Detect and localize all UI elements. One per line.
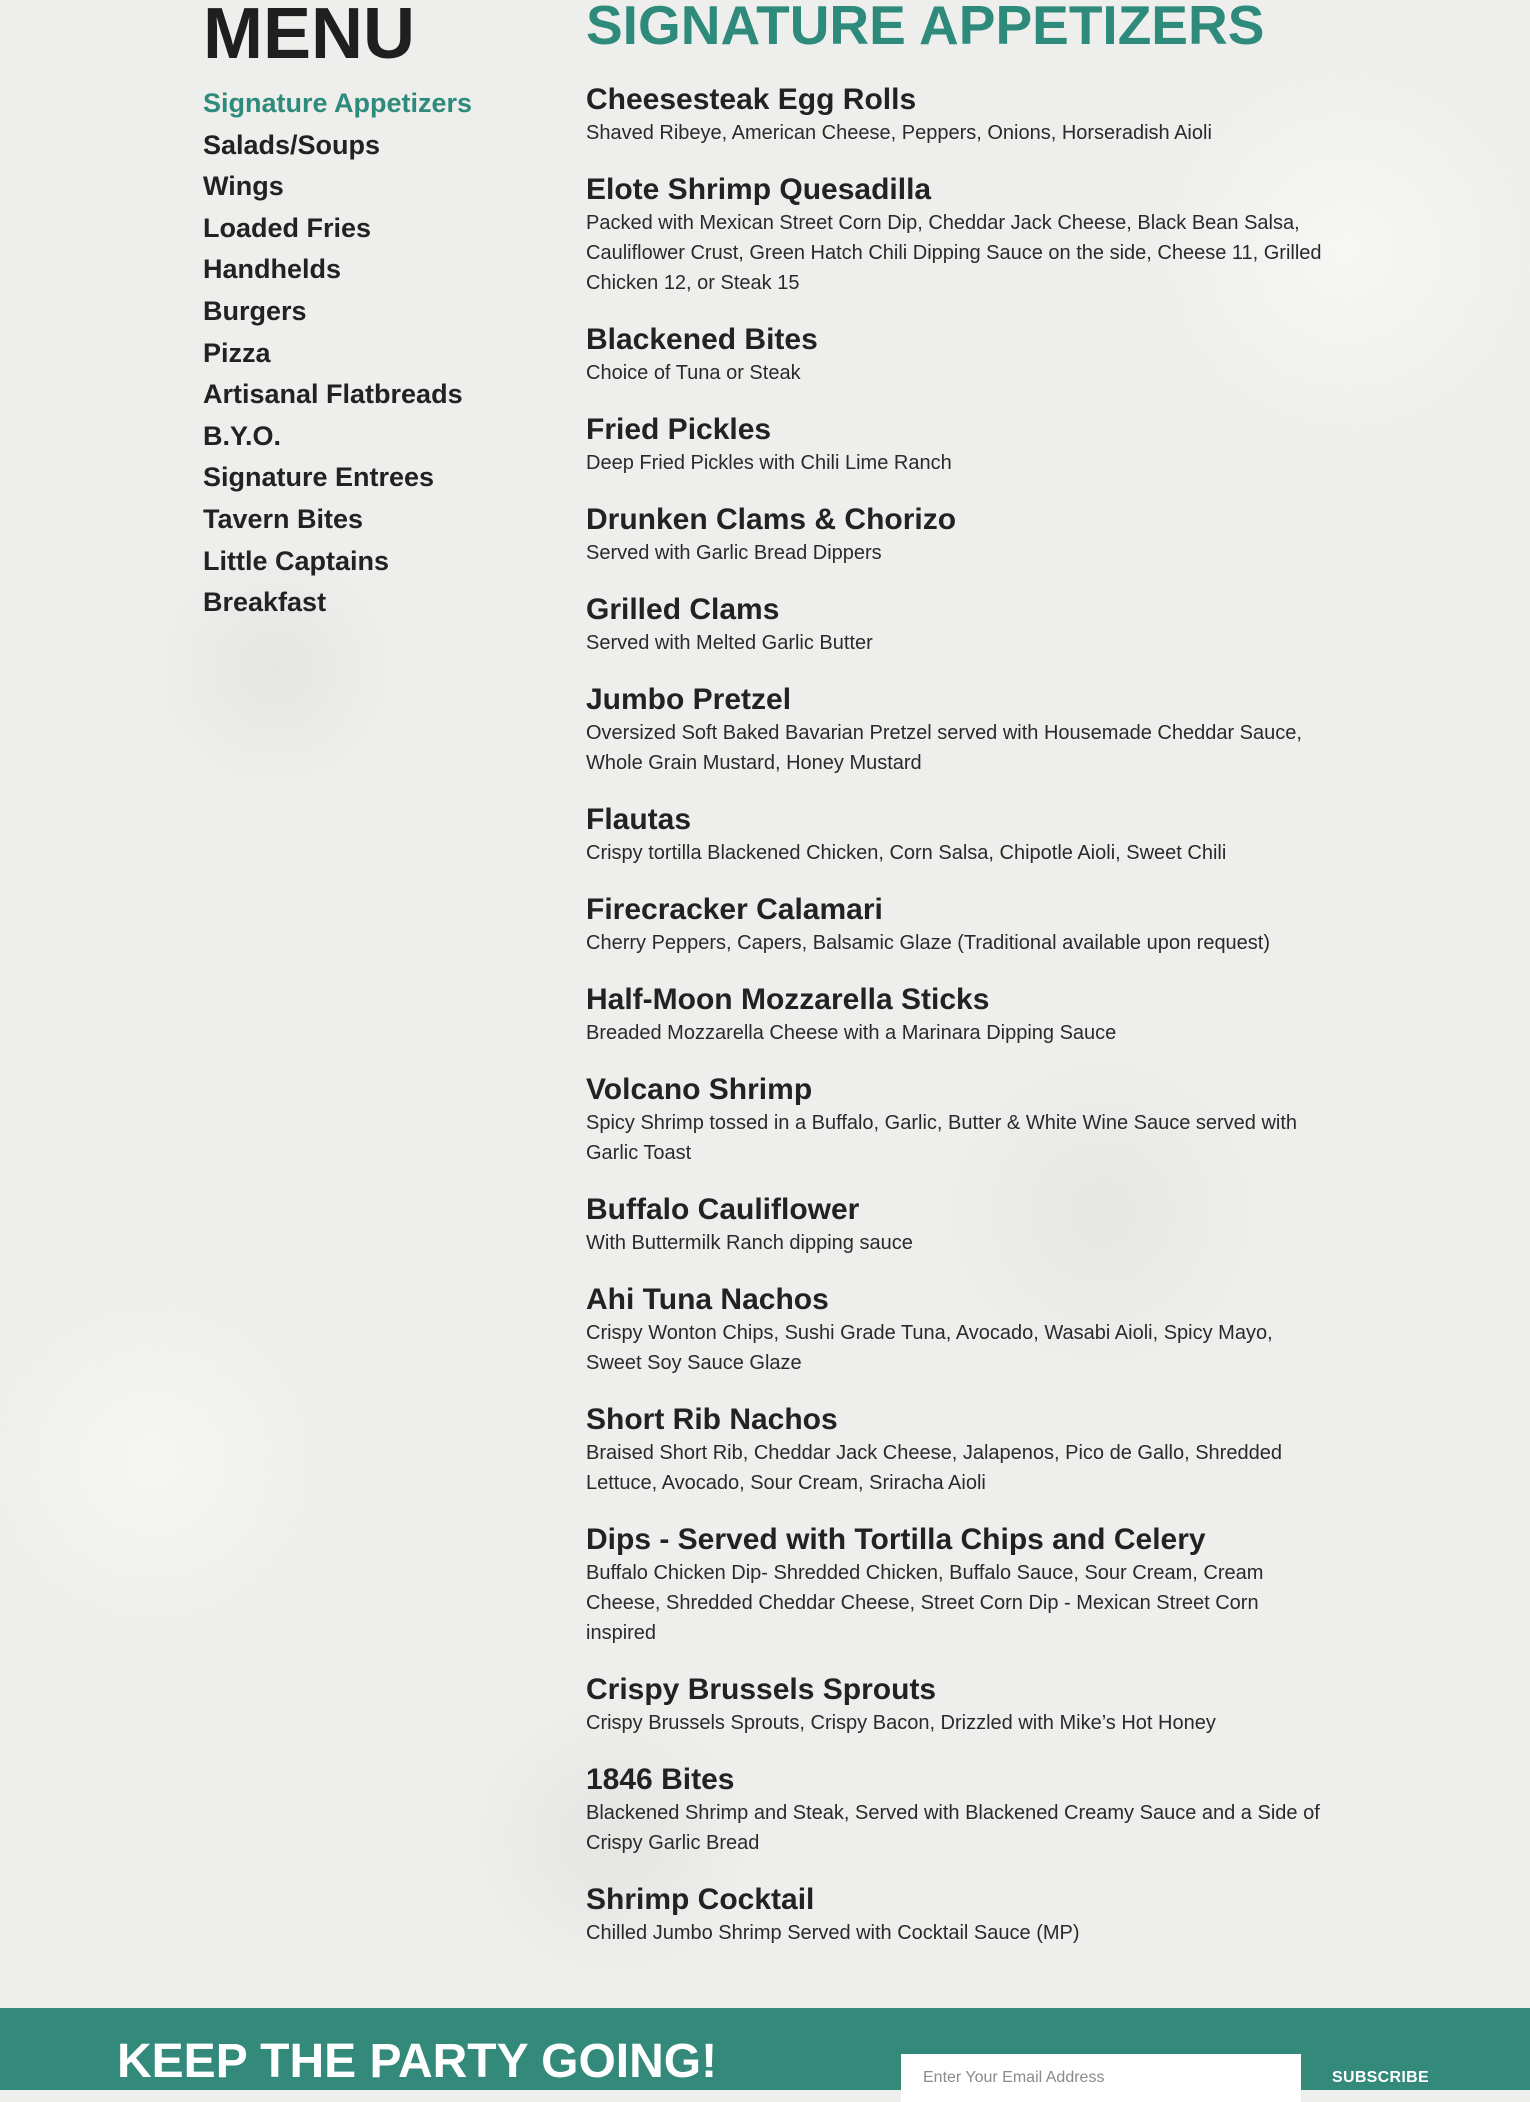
nav-item-artisanal-flatbreads[interactable]: Artisanal Flatbreads	[203, 379, 463, 410]
menu-item-description: Choice of Tuna or Steak	[586, 362, 801, 384]
menu-item-description: Served with Melted Garlic Butter	[586, 632, 873, 654]
menu-item-name: Half-Moon Mozzarella Sticks	[586, 983, 990, 1016]
menu-item-name: Buffalo Cauliflower	[586, 1193, 860, 1226]
nav-item-burgers[interactable]: Burgers	[203, 295, 307, 326]
nav-item-tavern-bites[interactable]: Tavern Bites	[203, 503, 364, 534]
menu-item-description: Served with Garlic Bread Dippers	[586, 542, 882, 564]
menu-item	[586, 1880, 1326, 1948]
menu-item-name: Blackened Bites	[586, 323, 818, 356]
menu-item	[586, 1760, 1326, 1858]
menu-item	[586, 680, 1326, 778]
menu-item	[586, 500, 1326, 568]
menu-item-description: Deep Fried Pickles with Chili Lime Ranch	[586, 452, 952, 474]
menu-item-description: Breaded Mozzarella Cheese with a Marinara Dipping Sauce	[586, 1022, 1117, 1044]
section-title: SIGNATURE APPETIZERS	[586, 0, 1265, 56]
menu-item	[586, 590, 1326, 658]
nav-item-signature-entrees[interactable]: Signature Entrees	[203, 462, 435, 493]
menu-item-name: Shrimp Cocktail	[586, 1883, 815, 1916]
menu-item	[586, 980, 1326, 1048]
menu-item-name: 1846 Bites	[586, 1763, 735, 1796]
menu-item	[586, 1280, 1326, 1378]
nav-item-wings[interactable]: Wings	[203, 171, 284, 202]
nav-item-byo[interactable]: B.Y.O.	[203, 420, 282, 451]
menu-sidebar	[203, 0, 563, 624]
menu-item	[586, 80, 1326, 148]
menu-item	[586, 800, 1326, 868]
menu-item-name: Short Rib Nachos	[586, 1403, 838, 1436]
menu-item-name: Firecracker Calamari	[586, 893, 883, 926]
menu-title: MENU	[203, 0, 415, 74]
nav-item-loaded-fries[interactable]: Loaded Fries	[203, 212, 372, 243]
menu-item	[586, 1670, 1326, 1738]
menu-item-description: Spicy Shrimp tossed in a Buffalo, Garlic, Butter & White Wine Sauce served with Garlic Toast	[586, 1112, 1298, 1164]
nav-item-salads-soups[interactable]: Salads/Soups	[203, 129, 381, 160]
menu-item-description: Chilled Jumbo Shrimp Served with Cocktail Sauce (MP)	[586, 1922, 1080, 1944]
footer-title: KEEP THE PARTY GOING!	[117, 2035, 718, 2088]
menu-item-name: Grilled Clams	[586, 593, 780, 626]
menu-item	[586, 410, 1326, 478]
menu-item	[586, 1190, 1326, 1258]
nav-item-pizza[interactable]: Pizza	[203, 337, 271, 368]
menu-item-name: Elote Shrimp Quesadilla	[586, 173, 932, 206]
menu-item	[586, 1400, 1326, 1498]
menu-item-name: Cheesesteak Egg Rolls	[586, 83, 917, 116]
menu-section	[586, 0, 1326, 1970]
menu-item-description: Packed with Mexican Street Corn Dip, Cheddar Jack Cheese, Black Bean Salsa, Cauliflower Crust, Green Hatch Chili Dipping Sauce on the side, Cheese 11, Grilled Chicken 12, or Steak 15	[586, 212, 1322, 294]
menu-item-description: Shaved Ribeye, American Cheese, Peppers, Onions, Horseradish Aioli	[586, 122, 1212, 144]
menu-item-description: Braised Short Rib, Cheddar Jack Cheese, Jalapenos, Pico de Gallo, Shredded Lettuce, Avocado, Sour Cream, Sriracha Aioli	[586, 1442, 1282, 1494]
email-input[interactable]	[901, 2054, 1301, 2102]
menu-item	[586, 890, 1326, 958]
menu-item	[586, 170, 1326, 298]
nav-item-signature-appetizers[interactable]: Signature Appetizers	[203, 88, 473, 118]
menu-item-description: Oversized Soft Baked Bavarian Pretzel served with Housemade Cheddar Sauce, Whole Grain Mustard, Honey Mustard	[586, 722, 1302, 774]
subscribe-button[interactable]: SUBSCRIBE	[1312, 2054, 1449, 2102]
menu-item-description: Crispy tortilla Blackened Chicken, Corn Salsa, Chipotle Aioli, Sweet Chili	[586, 842, 1227, 864]
menu-item-description: Crispy Wonton Chips, Sushi Grade Tuna, Avocado, Wasabi Aioli, Spicy Mayo, Sweet Soy Sauce Glaze	[586, 1322, 1273, 1374]
nav-item-handhelds[interactable]: Handhelds	[203, 254, 342, 285]
menu-item-description: With Buttermilk Ranch dipping sauce	[586, 1232, 913, 1254]
menu-item-name: Jumbo Pretzel	[586, 683, 792, 716]
nav-item-little-captains[interactable]: Little Captains	[203, 545, 390, 576]
menu-item	[586, 1520, 1326, 1648]
menu-item-name: Drunken Clams & Chorizo	[586, 503, 957, 536]
menu-item-name: Fried Pickles	[586, 413, 772, 446]
menu-item-description: Buffalo Chicken Dip- Shredded Chicken, Buffalo Sauce, Sour Cream, Cream Cheese, Shredded Cheddar Cheese, Street Corn Dip - Mexican Street Corn inspired	[586, 1562, 1264, 1644]
menu-item-description: Cherry Peppers, Capers, Balsamic Glaze (Traditional available upon request)	[586, 932, 1271, 954]
menu-item-list	[586, 80, 1326, 1948]
menu-item-description: Blackened Shrimp and Steak, Served with Blackened Creamy Sauce and a Side of Crispy Garlic Bread	[586, 1802, 1320, 1854]
menu-item	[586, 320, 1326, 388]
menu-item-name: Flautas	[586, 803, 692, 836]
menu-item	[586, 1070, 1326, 1168]
menu-item-name: Dips - Served with Tortilla Chips and Celery	[586, 1523, 1206, 1556]
menu-item-description: Crispy Brussels Sprouts, Crispy Bacon, Drizzled with Mike’s Hot Honey	[586, 1712, 1216, 1734]
nav-item-breakfast[interactable]: Breakfast	[203, 587, 327, 618]
menu-category-nav	[203, 83, 563, 624]
menu-item-name: Ahi Tuna Nachos	[586, 1283, 829, 1316]
menu-item-name: Volcano Shrimp	[586, 1073, 813, 1106]
menu-item-name: Crispy Brussels Sprouts	[586, 1673, 937, 1706]
